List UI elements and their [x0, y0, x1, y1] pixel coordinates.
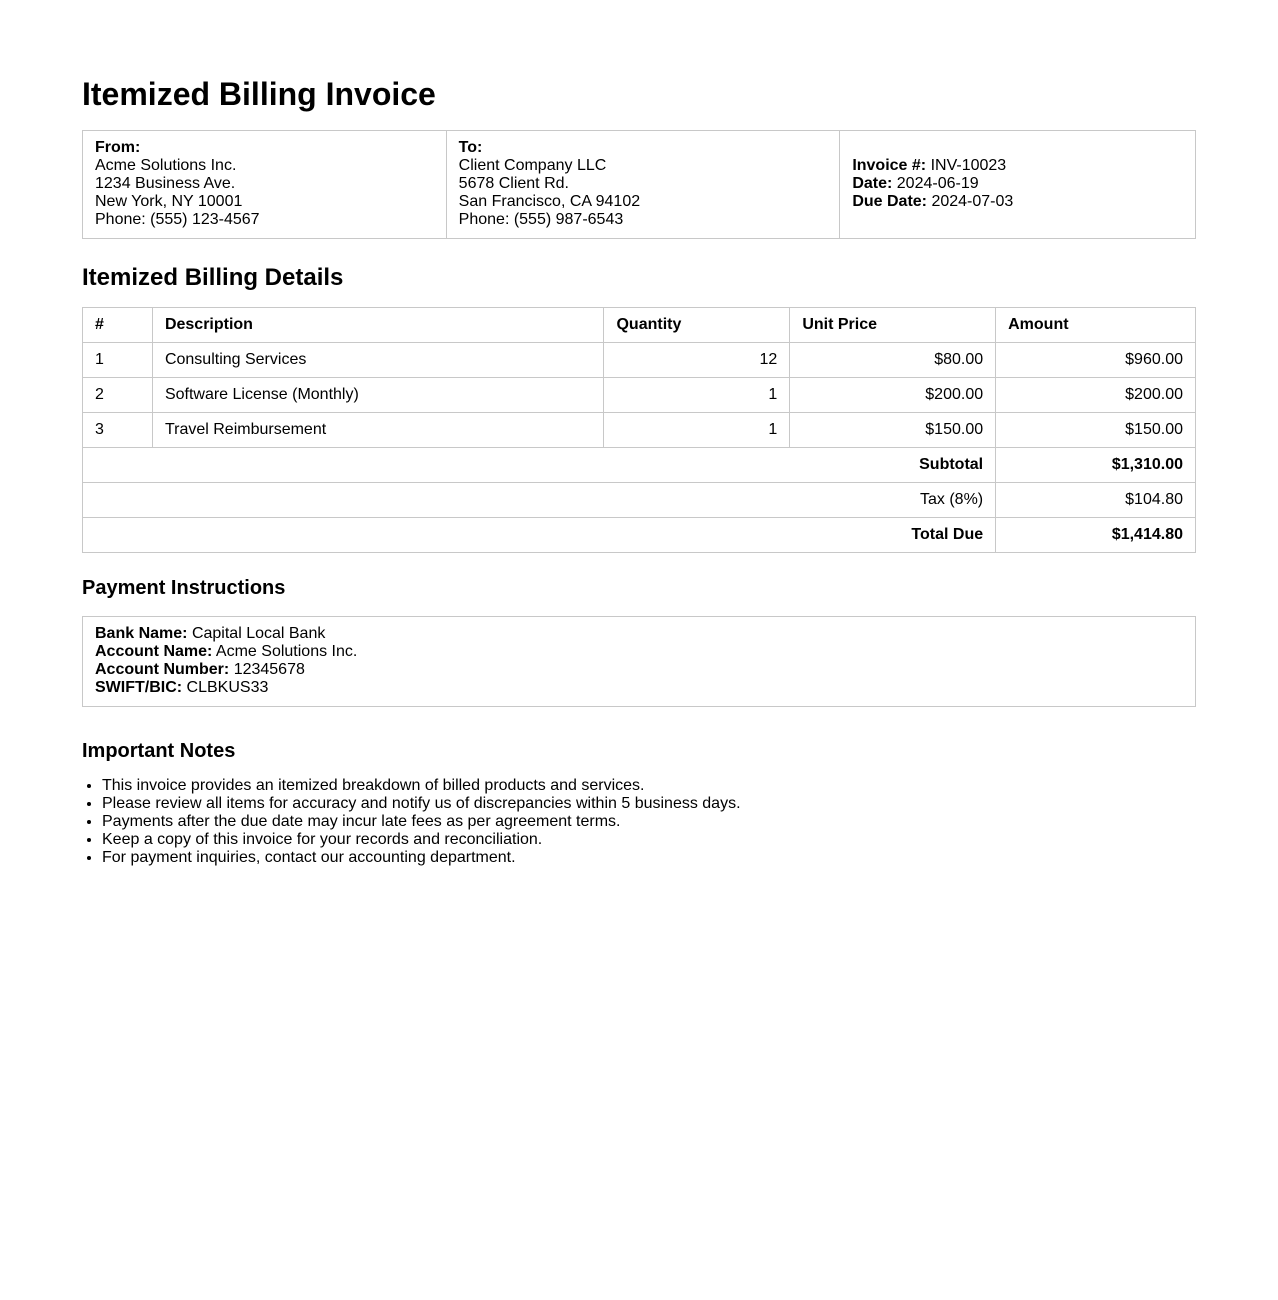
from-phone: Phone: (555) 123-4567: [95, 211, 260, 228]
subtotal-row: [83, 448, 1196, 483]
notes-list: [82, 777, 1196, 867]
notes-heading: Important Notes: [82, 740, 236, 762]
to-name: Client Company LLC: [458, 157, 607, 174]
header-quantity: Quantity: [604, 308, 790, 343]
invoice-date: 2024-06-19: [896, 175, 979, 192]
to-label: To:: [458, 139, 483, 156]
tax-row: [83, 483, 1196, 518]
row-description: Travel Reimbursement: [152, 413, 604, 448]
invoice-due-label: Due Date:: [852, 193, 927, 210]
row-amount: $200.00: [996, 378, 1196, 413]
invoice-date-label: Date:: [852, 175, 893, 192]
account-name-line: [95, 643, 1183, 661]
row-description: Software License (Monthly): [152, 378, 604, 413]
from-block: [83, 131, 447, 239]
header-unit-price: Unit Price: [790, 308, 996, 343]
table-row: [83, 378, 1196, 413]
header-num: #: [83, 308, 153, 343]
table-row: [83, 413, 1196, 448]
tax-value: $104.80: [996, 483, 1196, 518]
invoice-number-label: Invoice #:: [852, 157, 927, 174]
bank-name-label: Bank Name:: [95, 625, 188, 642]
details-heading: Itemized Billing Details: [82, 264, 344, 291]
to-phone: Phone: (555) 987-6543: [458, 211, 624, 228]
row-num: 1: [83, 343, 153, 378]
account-name-label: Account Name:: [95, 643, 213, 660]
invoice-due-line: [852, 193, 1183, 211]
list-item: • This invoice provides an itemized breakdown of billed products and services.: [102, 777, 1196, 795]
row-unit-price: $150.00: [790, 413, 996, 448]
total-row: [83, 518, 1196, 553]
row-num: 2: [83, 378, 153, 413]
list-item: • For payment inquiries, contact our accounting department.: [102, 849, 1196, 867]
row-amount: $960.00: [996, 343, 1196, 378]
to-address2: San Francisco, CA 94102: [458, 193, 641, 210]
invoice-number-line: [852, 157, 1183, 175]
items-table: [82, 307, 1196, 553]
total-label: Total Due: [83, 518, 996, 553]
list-item: • Please review all items for accuracy and notify us of discrepancies within 5 business days.: [102, 795, 1196, 813]
to-block: [446, 131, 840, 239]
list-item: • Keep a copy of this invoice for your records and reconciliation.: [102, 831, 1196, 849]
account-number-label: Account Number:: [95, 661, 230, 678]
payment-instructions: [82, 616, 1196, 707]
account-number: 12345678: [233, 661, 305, 678]
total-value: $1,414.80: [996, 518, 1196, 553]
swift-line: [95, 679, 1183, 697]
bank-name-line: [95, 625, 1183, 643]
subtotal-value: $1,310.00: [996, 448, 1196, 483]
tax-label: Tax (8%): [83, 483, 996, 518]
row-num: 3: [83, 413, 153, 448]
row-quantity: 12: [604, 343, 790, 378]
payment-heading: Payment Instructions: [82, 577, 286, 599]
header-description: Description: [152, 308, 604, 343]
table-row: [83, 343, 1196, 378]
bank-name: Capital Local Bank: [191, 625, 326, 642]
invoice-header: [82, 130, 1196, 239]
row-quantity: 1: [604, 378, 790, 413]
row-quantity: 1: [604, 413, 790, 448]
from-name: Acme Solutions Inc.: [95, 157, 237, 174]
account-name: Acme Solutions Inc.: [215, 643, 358, 660]
to-address1: 5678 Client Rd.: [458, 175, 569, 192]
row-description: Consulting Services: [152, 343, 604, 378]
from-address2: New York, NY 10001: [95, 193, 243, 210]
invoice-date-line: [852, 175, 1183, 193]
row-amount: $150.00: [996, 413, 1196, 448]
from-address1: 1234 Business Ave.: [95, 175, 236, 192]
subtotal-label: Subtotal: [83, 448, 996, 483]
swift-label: SWIFT/BIC:: [95, 679, 183, 696]
account-number-line: [95, 661, 1183, 679]
invoice-number: INV-10023: [930, 157, 1007, 174]
items-header-row: [83, 308, 1196, 343]
page-title: Itemized Billing Invoice: [82, 76, 436, 112]
invoice-due-date: 2024-07-03: [931, 193, 1014, 210]
swift-code: CLBKUS33: [186, 679, 269, 696]
row-unit-price: $200.00: [790, 378, 996, 413]
row-unit-price: $80.00: [790, 343, 996, 378]
invoice-info-block: [840, 131, 1196, 239]
list-item: • Payments after the due date may incur late fees as per agreement terms.: [102, 813, 1196, 831]
header-amount: Amount: [996, 308, 1196, 343]
from-label: From:: [95, 139, 141, 156]
